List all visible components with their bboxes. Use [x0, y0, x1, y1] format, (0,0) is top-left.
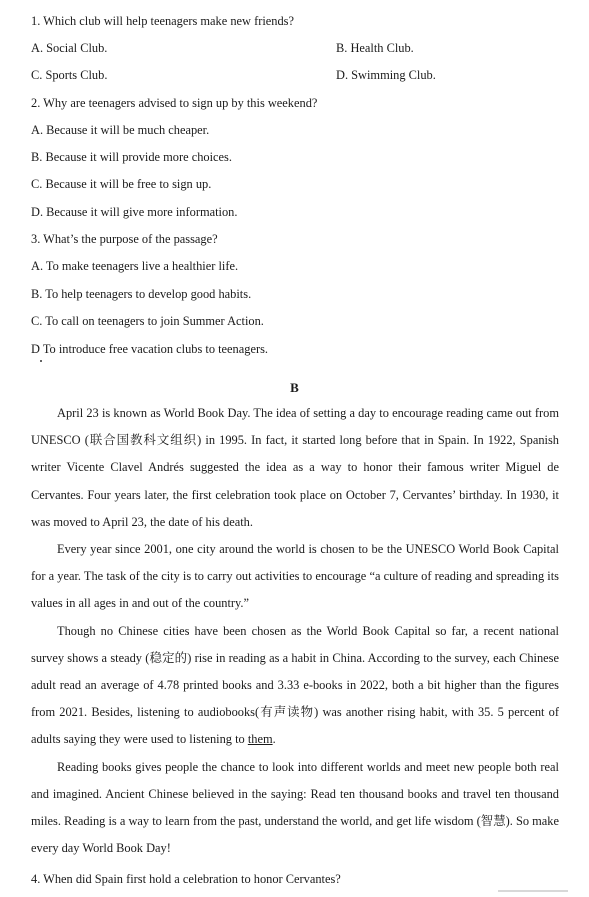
faint-watermark	[498, 890, 568, 892]
section-title: B	[290, 380, 299, 395]
question-2-option-b: B. Because it will provide more choices.	[31, 150, 232, 164]
question-1-option-c: C. Sports Club.	[31, 68, 108, 82]
paragraph-3-end: .	[272, 732, 276, 747]
paragraph-3-text: Though no Chinese cities have been chosen as the World Book Capital so far, a recent national survey shows a steady (稳定的) rise in reading as a habit in China. According to the survey, each Chinese adult read an average of 4.78 printed books and 3.33 e-books in 2022, both a bit higher than the figures from 2021. Besides, listening to audiobooks(有声读物) was another rising habit, with 35. 5 percent of adults saying they were used to listening to	[31, 623, 559, 747]
question-1-option-a: A. Social Club.	[31, 41, 108, 55]
question-3-stem: 3. What’s the purpose of the passage?	[31, 232, 218, 246]
question-3-option-b: B. To help teenagers to develop good habits.	[31, 287, 252, 301]
question-3-option-d: D To introduce free vacation clubs to teenagers.	[31, 342, 268, 356]
question-3-option-a: A. To make teenagers live a healthier life.	[31, 259, 239, 273]
passage-paragraph-2: Every year since 2001, one city around the world is chosen to be the UNESCO World Book Capital for a year. The task of the city is to carry out activities to encourage “a culture of reading and spreading its values in all ages in and out of the country.”	[31, 542, 559, 611]
passage-paragraph-4: Reading books gives people the chance to look into different worlds and meet new people both real and imagined. Ancient Chinese believed in the saying: Read ten thousand books and travel ten thousand miles. Reading is a way to learn from the past, understand the world, and get life wisdom (智慧). So make every day World Book Day!	[31, 759, 559, 856]
passage-paragraph-3	[31, 618, 559, 754]
question-1-option-b: B. Health Club.	[336, 41, 414, 55]
question-4-stem: 4. When did Spain first hold a celebration to honor Cervantes?	[31, 872, 341, 886]
question-1-option-d: D. Swimming Club.	[336, 68, 436, 82]
stray-mark	[40, 360, 42, 362]
question-2-option-a: A. Because it will be much cheaper.	[31, 123, 210, 137]
question-2-option-c: C. Because it will be free to sign up.	[31, 177, 212, 191]
question-2-stem: 2. Why are teenagers advised to sign up by this weekend?	[31, 96, 318, 110]
underlined-word: them	[247, 732, 273, 747]
passage	[31, 400, 559, 862]
question-2-option-d: D. Because it will give more information.	[31, 205, 238, 219]
question-3-option-c: C. To call on teenagers to join Summer Action.	[31, 314, 264, 328]
passage-paragraph-1: April 23 is known as World Book Day. The idea of setting a day to encourage reading came out from UNESCO (联合国教科文组织) in 1995. In fact, it started long before that in Spain. In 1922, Spanish writer Vicente Clavel Andrés suggested the idea as a way to honor their famous writer Miguel de Cervantes. Four years later, the first celebration took place on October 7, Cervantes’ birthday. In 1930, it was moved to April 23, the date of his death.	[31, 406, 559, 529]
question-1-stem: 1. Which club will help teenagers make new friends?	[31, 14, 294, 28]
